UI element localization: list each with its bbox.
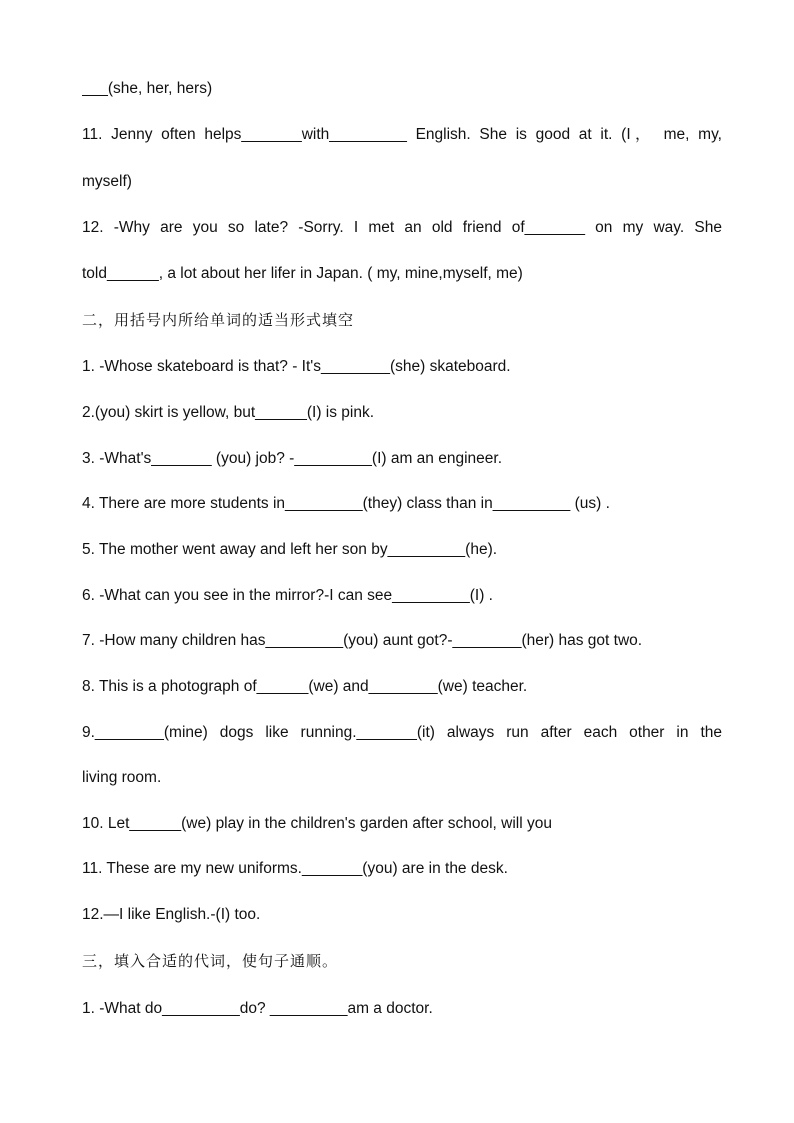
s2-question-8: 8. This is a photograph of______(we) and________(we) teacher. bbox=[82, 678, 528, 695]
s2-question-1: 1. -Whose skateboard is that? - It's________(she) skateboard. bbox=[82, 358, 511, 375]
line-q11-cont: myself) bbox=[82, 173, 132, 190]
s2-question-2: 2.(you) skirt is yellow, but______(I) is pink. bbox=[82, 404, 375, 421]
s2-question-10: 10. Let______(we) play in the children's garden after school, will you bbox=[82, 815, 552, 832]
s2-question-3: 3. -What's_______ (you) job? -_________(I) am an engineer. bbox=[82, 450, 503, 467]
s2-question-4: 4. There are more students in_________(they) class than in_________ (us) . bbox=[82, 495, 610, 512]
s2-question-9: 9.________(mine) dogs like running._______(it) always run after each other in the bbox=[82, 724, 722, 741]
s2-question-7: 7. -How many children has_________(you) aunt got?-________(her) has got two. bbox=[82, 632, 643, 649]
line-q12: 12. -Why are you so late? -Sorry. I met an old friend of_______ on my way. She bbox=[82, 219, 722, 236]
s2-question-11: 11. These are my new uniforms._______(you) are in the desk. bbox=[82, 860, 508, 877]
section-3-heading: 三，填入合适的代词，使句子通顺。 bbox=[82, 952, 339, 970]
line-q12-cont: told______, a lot about her lifer in Japan. ( my, mine,myself, me) bbox=[82, 265, 523, 282]
line-q10-options: ___(she, her, hers) bbox=[82, 80, 213, 97]
line-q11: 11. Jenny often helps_______with_________ English. She is good at it. (I， me, my, bbox=[82, 126, 722, 143]
s2-question-6: 6. -What can you see in the mirror?-I can see_________(I) . bbox=[82, 587, 493, 604]
s2-question-12: 12.—I like English.-(I) too. bbox=[82, 906, 261, 923]
s2-question-9-cont: living room. bbox=[82, 769, 162, 786]
s2-question-5: 5. The mother went away and left her son by_________(he). bbox=[82, 541, 498, 558]
section-2-heading: 二，用括号内所给单词的适当形式填空 bbox=[82, 311, 355, 329]
s3-question-1: 1. -What do_________do? _________am a doctor. bbox=[82, 1000, 433, 1017]
